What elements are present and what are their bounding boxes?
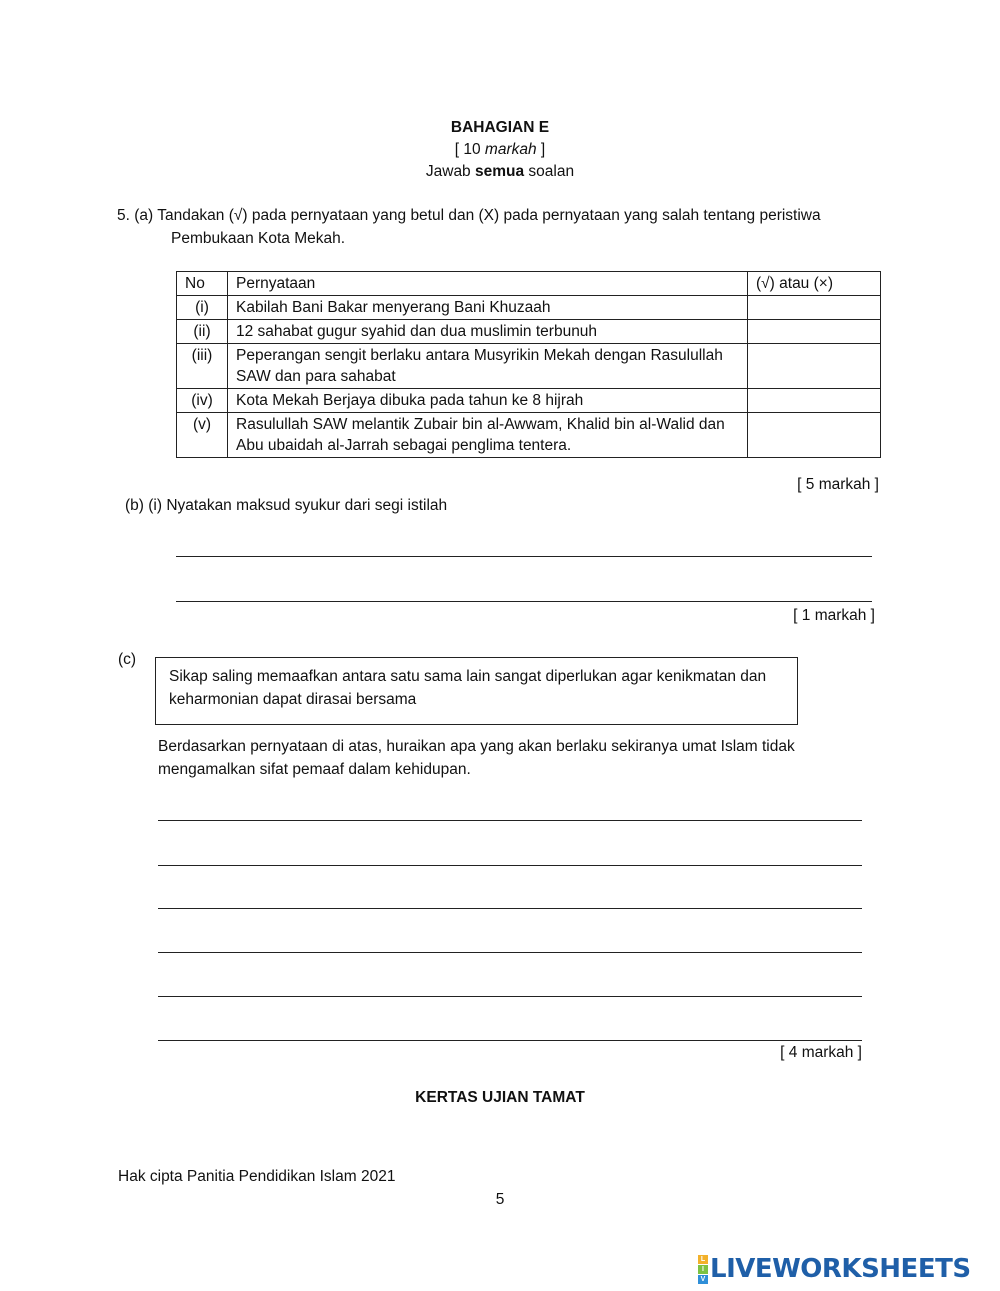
copyright: Hak cipta Panitia Pendidikan Islam 2021 bbox=[118, 1168, 396, 1185]
answer-line-5c-5[interactable] bbox=[158, 996, 862, 997]
instruction-pre: Jawab bbox=[425, 163, 475, 180]
row-number: (iii) bbox=[177, 344, 228, 389]
instruction-post: soalan bbox=[524, 163, 575, 180]
table-row bbox=[177, 320, 881, 344]
question-5c-line1: Berdasarkan pernyataan di atas, huraikan apa yang akan berlaku sekiranya umat Islam tidak bbox=[158, 738, 795, 755]
answer-cell bbox=[748, 320, 881, 344]
marks-5b: [ 1 markah ] bbox=[793, 607, 875, 624]
instruction bbox=[0, 163, 1000, 181]
row-number: (v) bbox=[177, 413, 228, 458]
header-answer: (√) atau (×) bbox=[748, 272, 881, 296]
answer-cell bbox=[748, 389, 881, 413]
answer-cell bbox=[748, 344, 881, 389]
row-statement: 12 sahabat gugur syahid dan dua muslimin terbunuh bbox=[228, 320, 748, 344]
answer-line-5c-4[interactable] bbox=[158, 952, 862, 953]
row-number: (i) bbox=[177, 296, 228, 320]
answer-cell bbox=[748, 296, 881, 320]
logo-text: LIVEWORKSHEETS bbox=[710, 1254, 971, 1284]
question-5a-line1: 5. (a) Tandakan (√) pada pernyataan yang betul dan (X) pada pernyataan yang salah tentang peristiwa bbox=[117, 207, 821, 224]
row-statement: Kota Mekah Berjaya dibuka pada tahun ke 8 hijrah bbox=[228, 389, 748, 413]
row-statement: Rasulullah SAW melantik Zubair bin al-Awwam, Khalid bin al-Walid dan Abu ubaidah al-Jarrah sebagai penglima tentera. bbox=[228, 413, 748, 458]
header-no: No bbox=[177, 272, 228, 296]
answer-input-3[interactable] bbox=[748, 344, 880, 386]
end-of-paper: KERTAS UJIAN TAMAT bbox=[415, 1089, 585, 1106]
answer-input-5[interactable] bbox=[748, 413, 880, 455]
answer-line-5c-3[interactable] bbox=[158, 908, 862, 909]
logo-blocks-icon bbox=[698, 1255, 708, 1284]
question-5c-line2: mengamalkan sifat pemaaf dalam kehidupan. bbox=[158, 761, 471, 778]
row-statement: Kabilah Bani Bakar menyerang Bani Khuzaah bbox=[228, 296, 748, 320]
marks-open: [ 10 bbox=[454, 141, 485, 158]
total-marks bbox=[0, 141, 1000, 159]
instruction-bold: semua bbox=[475, 163, 525, 180]
section-title: BAHAGIAN E bbox=[450, 119, 550, 136]
liveworksheets-logo bbox=[698, 1254, 971, 1284]
row-number: (ii) bbox=[177, 320, 228, 344]
question-5b: (b) (i) Nyatakan maksud syukur dari segi istilah bbox=[125, 497, 448, 514]
row-number: (iv) bbox=[177, 389, 228, 413]
answer-line-5b-1[interactable] bbox=[176, 556, 872, 557]
answer-line-5c-1[interactable] bbox=[158, 820, 862, 821]
table-row bbox=[177, 344, 881, 389]
answer-cell bbox=[748, 413, 881, 458]
answer-line-5c-2[interactable] bbox=[158, 865, 862, 866]
answer-line-5b-2[interactable] bbox=[176, 601, 872, 602]
marks-5a: [ 5 markah ] bbox=[797, 476, 879, 493]
logo-block-l: L bbox=[698, 1255, 708, 1264]
statement-table bbox=[176, 271, 881, 458]
statement-box-text: Sikap saling memaafkan antara satu sama lain sangat diperlukan agar kenikmatan dan keharmonian dapat dirasai bersama bbox=[169, 668, 767, 708]
answer-line-5c-6[interactable] bbox=[158, 1040, 862, 1041]
logo-block-v: V bbox=[698, 1275, 708, 1284]
header-statement: Pernyataan bbox=[228, 272, 748, 296]
table-row bbox=[177, 296, 881, 320]
row-statement: Peperangan sengit berlaku antara Musyrikin Mekah dengan Rasulullah SAW dan para sahabat bbox=[228, 344, 748, 389]
table-row bbox=[177, 389, 881, 413]
answer-input-4[interactable] bbox=[748, 389, 880, 410]
page-number: 5 bbox=[495, 1191, 505, 1208]
marks-close: ] bbox=[536, 141, 546, 158]
table-header-row bbox=[177, 272, 881, 296]
question-5c-label: (c) bbox=[118, 651, 137, 668]
statement-box bbox=[155, 657, 798, 725]
marks-5c: [ 4 markah ] bbox=[780, 1044, 862, 1061]
question-5a-line2: Pembukaan Kota Mekah. bbox=[171, 230, 346, 247]
answer-input-2[interactable] bbox=[748, 320, 880, 341]
answer-input-1[interactable] bbox=[748, 296, 880, 317]
logo-block-i: I bbox=[698, 1265, 708, 1274]
table-row bbox=[177, 413, 881, 458]
marks-word: markah bbox=[484, 141, 537, 158]
